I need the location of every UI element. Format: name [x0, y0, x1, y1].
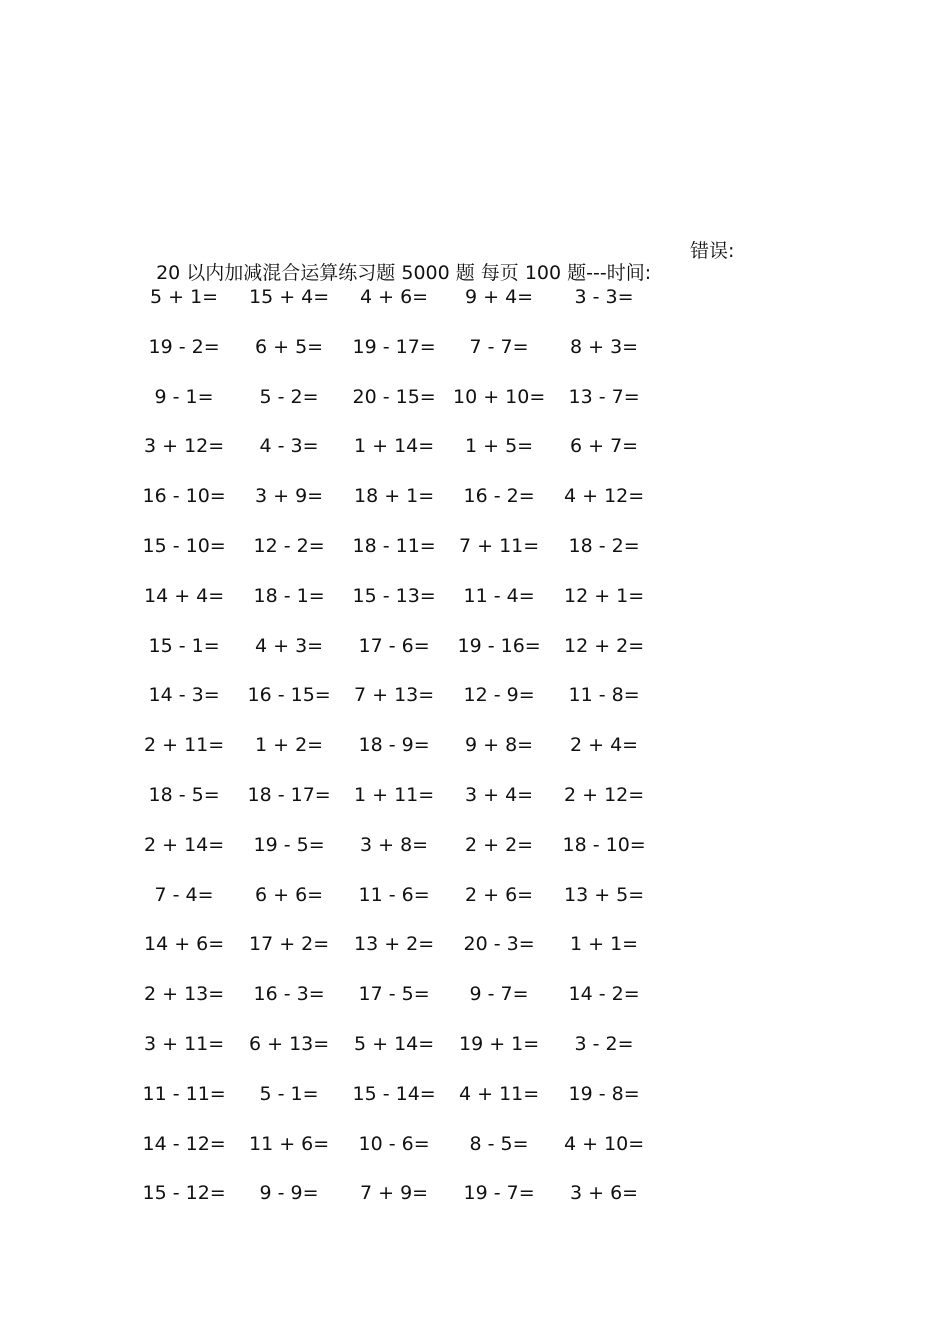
problem-cell: 7 - 7=: [469, 335, 529, 358]
problem-cell: 17 - 5=: [358, 983, 430, 1006]
problem-cell: 17 - 6=: [358, 634, 430, 657]
problem-cell: 16 - 2=: [463, 485, 535, 508]
problem-cell: 19 + 1=: [459, 1032, 540, 1055]
problem-cell: 13 + 5=: [564, 883, 645, 906]
problem-cell: 5 - 1=: [259, 1082, 319, 1105]
problem-cell: 18 - 17=: [247, 783, 331, 806]
problem-cell: 11 - 11=: [142, 1082, 226, 1105]
problem-cell: 1 + 14=: [354, 435, 435, 458]
problem-cell: 12 + 2=: [564, 634, 645, 657]
problem-row: [144, 1133, 684, 1183]
problem-cell: 4 + 12=: [564, 485, 645, 508]
problem-cell: 2 + 6=: [465, 883, 534, 906]
problem-row: [144, 734, 684, 784]
problem-row: [144, 435, 684, 485]
problem-cell: 12 - 9=: [463, 684, 535, 707]
problem-cell: 8 + 3=: [570, 335, 639, 358]
problem-cell: 15 - 1=: [148, 634, 220, 657]
problem-cell: 17 + 2=: [249, 933, 330, 956]
problem-cell: 1 + 2=: [255, 734, 324, 757]
problem-cell: 6 + 7=: [570, 435, 639, 458]
problem-cell: 7 + 13=: [354, 684, 435, 707]
problem-cell: 8 - 5=: [469, 1132, 529, 1155]
problem-row: [144, 336, 684, 386]
problem-cell: 19 - 16=: [457, 634, 541, 657]
errors-label: 错误:: [690, 240, 735, 262]
problem-cell: 9 + 4=: [465, 286, 534, 308]
problem-cell: 6 + 6=: [255, 883, 324, 906]
problem-cell: 3 + 12=: [144, 435, 225, 458]
problem-row: [144, 635, 684, 685]
problem-cell: 6 + 5=: [255, 335, 324, 358]
problem-cell: 19 - 7=: [463, 1182, 535, 1205]
problem-row: [144, 834, 684, 884]
problem-cell: 1 + 11=: [354, 783, 435, 806]
problem-cell: 7 - 4=: [154, 883, 214, 906]
problem-cell: 14 - 12=: [142, 1132, 226, 1155]
problem-row: [144, 684, 684, 734]
problem-cell: 2 + 13=: [144, 983, 225, 1006]
problem-cell: 9 + 8=: [465, 734, 534, 757]
problem-cell: 18 - 10=: [562, 833, 646, 856]
problem-cell: 20 - 3=: [463, 933, 535, 956]
problem-row: [144, 1033, 684, 1083]
problem-row: [144, 1083, 684, 1133]
problem-cell: 11 + 6=: [249, 1132, 330, 1155]
problem-row: [144, 933, 684, 983]
problem-cell: 7 + 9=: [360, 1182, 429, 1205]
problem-cell: 14 - 2=: [568, 983, 640, 1006]
problem-cell: 14 - 3=: [148, 684, 220, 707]
problem-cell: 3 + 4=: [465, 783, 534, 806]
problem-cell: 5 + 14=: [354, 1032, 435, 1055]
problem-cell: 2 + 2=: [465, 833, 534, 856]
problem-cell: 16 - 3=: [253, 983, 325, 1006]
problem-cell: 4 + 3=: [255, 634, 324, 657]
problem-cell: 19 - 17=: [352, 335, 436, 358]
problem-cell: 14 + 4=: [144, 584, 225, 607]
problem-cell: 5 - 2=: [259, 385, 319, 408]
problem-cell: 9 - 7=: [469, 983, 529, 1006]
problem-cell: 18 - 5=: [148, 783, 220, 806]
problem-cell: 4 + 11=: [459, 1082, 540, 1105]
problem-cell: 2 + 12=: [564, 783, 645, 806]
problem-cell: 10 + 10=: [453, 385, 546, 408]
problem-row: [144, 585, 684, 635]
problem-row: [144, 1182, 684, 1232]
problem-cell: 13 - 7=: [568, 385, 640, 408]
problem-row: [144, 884, 684, 934]
problem-cell: 15 + 4=: [249, 286, 330, 308]
problem-row: [144, 535, 684, 585]
problem-row: [144, 286, 684, 336]
problem-cell: 2 + 14=: [144, 833, 225, 856]
problem-cell: 18 + 1=: [354, 485, 435, 508]
worksheet-title: 20 以内加减混合运算练习题 5000 题 每页 100 题---时间:: [156, 262, 652, 284]
problem-cell: 3 + 8=: [360, 833, 429, 856]
problem-cell: 16 - 15=: [247, 684, 331, 707]
problem-row: [144, 386, 684, 436]
problem-cell: 9 - 9=: [259, 1182, 319, 1205]
problem-cell: 12 - 2=: [253, 534, 325, 557]
problem-cell: 15 - 14=: [352, 1082, 436, 1105]
problem-cell: 3 - 3=: [574, 286, 634, 308]
problem-cell: 4 + 10=: [564, 1132, 645, 1155]
problem-cell: 16 - 10=: [142, 485, 226, 508]
problem-cell: 20 - 15=: [352, 385, 436, 408]
problem-cell: 4 - 3=: [259, 435, 319, 458]
problem-cell: 18 - 2=: [568, 534, 640, 557]
problem-cell: 3 + 6=: [570, 1182, 639, 1205]
problem-cell: 19 - 2=: [148, 335, 220, 358]
problem-grid: [144, 286, 684, 1232]
problem-cell: 2 + 11=: [144, 734, 225, 757]
problem-cell: 19 - 8=: [568, 1082, 640, 1105]
problem-cell: 6 + 13=: [249, 1032, 330, 1055]
problem-cell: 3 + 11=: [144, 1032, 225, 1055]
problem-cell: 19 - 5=: [253, 833, 325, 856]
problem-cell: 3 - 2=: [574, 1032, 634, 1055]
problem-cell: 5 + 1=: [150, 286, 219, 308]
problem-cell: 11 - 6=: [358, 883, 430, 906]
problem-cell: 7 + 11=: [459, 534, 540, 557]
problem-cell: 15 - 12=: [142, 1182, 226, 1205]
problem-cell: 2 + 4=: [570, 734, 639, 757]
problem-cell: 1 + 5=: [465, 435, 534, 458]
problem-cell: 1 + 1=: [570, 933, 639, 956]
problem-row: [144, 983, 684, 1033]
problem-cell: 18 - 1=: [253, 584, 325, 607]
problem-cell: 18 - 9=: [358, 734, 430, 757]
problem-cell: 13 + 2=: [354, 933, 435, 956]
problem-cell: 14 + 6=: [144, 933, 225, 956]
problem-cell: 15 - 13=: [352, 584, 436, 607]
problem-cell: 18 - 11=: [352, 534, 436, 557]
problem-cell: 11 - 8=: [568, 684, 640, 707]
problem-cell: 4 + 6=: [360, 286, 429, 308]
problem-row: [144, 784, 684, 834]
problem-cell: 11 - 4=: [463, 584, 535, 607]
problem-row: [144, 485, 684, 535]
problem-cell: 9 - 1=: [154, 385, 214, 408]
problem-cell: 12 + 1=: [564, 584, 645, 607]
problem-cell: 10 - 6=: [358, 1132, 430, 1155]
problem-cell: 3 + 9=: [255, 485, 324, 508]
problem-cell: 15 - 10=: [142, 534, 226, 557]
